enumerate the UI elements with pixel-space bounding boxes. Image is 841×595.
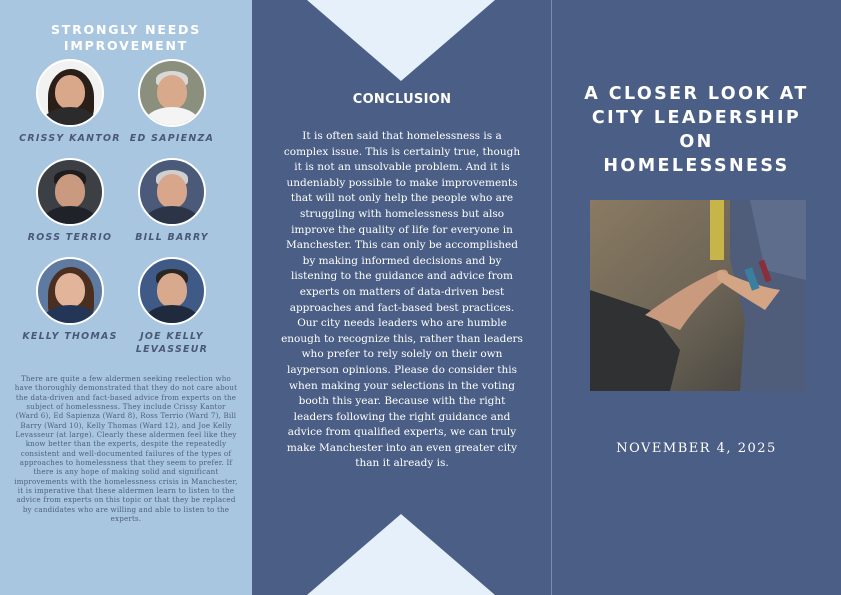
cover-title: A CLOSER LOOK AT CITY LEADERSHIP ON HOMELESSNESS	[584, 84, 809, 176]
person-name: ED SAPIENZA	[129, 133, 215, 144]
right-panel	[552, 0, 841, 595]
avatar	[138, 257, 206, 325]
person-bill-barry	[112, 158, 232, 244]
left-heading: STRONGLY NEEDS IMPROVEMENT	[50, 22, 202, 53]
event-date: NOVEMBER 4, 2025	[616, 441, 777, 456]
left-body-text: There are quite a few aldermen seeking reelection who have thoroughly demonstrated that they do not care about the data-driven and fact-based advice from experts on the subject of homelessness. They include Crissy Kantor (Ward 6), Ed Sapienza (Ward 8), Ross Terrio (Ward 7), Bill Barry (Ward 10), Kelly Thomas (Ward 12), and Joe Kelly Levasseur (at large). Clearly these aldermen feel like they know better than the experts, despite the repeatedly consistent and well-documented failures of the types of approaches to homelessness that they seem to prefer. If there is any hope of making solid and significant improvements with the homelessness crisis in Manchester, it is imperative that these aldermen learn to listen to the advice from experts on this topic or that they be replaced by candidates who are willing and able to listen to the experts.	[14, 374, 238, 524]
person-name: CRISSY KANTOR	[19, 133, 121, 144]
middle-panel	[252, 0, 552, 595]
top-triangle-decoration	[307, 0, 495, 81]
people-grid	[0, 59, 252, 359]
avatar	[36, 257, 104, 325]
avatar	[138, 59, 206, 127]
avatar	[138, 158, 206, 226]
conclusion-body: It is often said that homelessness is a complex issue. This is certainly true, though it is not an unsolvable problem. And it is undeniably possible to make improvements that will not only help the people who are struggling with homelessness but also improve the quality of life for everyone in Manchester. This can only be accomplished by making informed decisions and by listening to the guidance and advice from experts on matters of data-driven best approaches and fact-based best practices. Our city needs leaders who are humble enough to recognize this, rather than leaders who prefer to rely solely on their own layperson opinions. Please do consider this when making your selections in the voting booth this year. Because with the right leaders following the right guidance and advice from qualified experts, we can truly make Manchester into an even greater city than it already is.	[281, 130, 523, 470]
person-joe-kelly-levasseur	[112, 257, 232, 356]
person-ed-sapienza	[112, 59, 232, 145]
person-name: ROSS TERRIO	[27, 232, 113, 243]
hands-photo	[590, 200, 806, 391]
bottom-triangle-decoration	[307, 514, 495, 595]
person-name: JOE KELLY LEVASSEUR	[135, 331, 209, 355]
person-name: KELLY THOMAS	[22, 331, 118, 342]
avatar	[36, 59, 104, 127]
left-panel	[0, 0, 252, 595]
avatar	[36, 158, 104, 226]
person-name: BILL BARRY	[135, 232, 209, 243]
conclusion-heading: CONCLUSION	[352, 92, 452, 107]
